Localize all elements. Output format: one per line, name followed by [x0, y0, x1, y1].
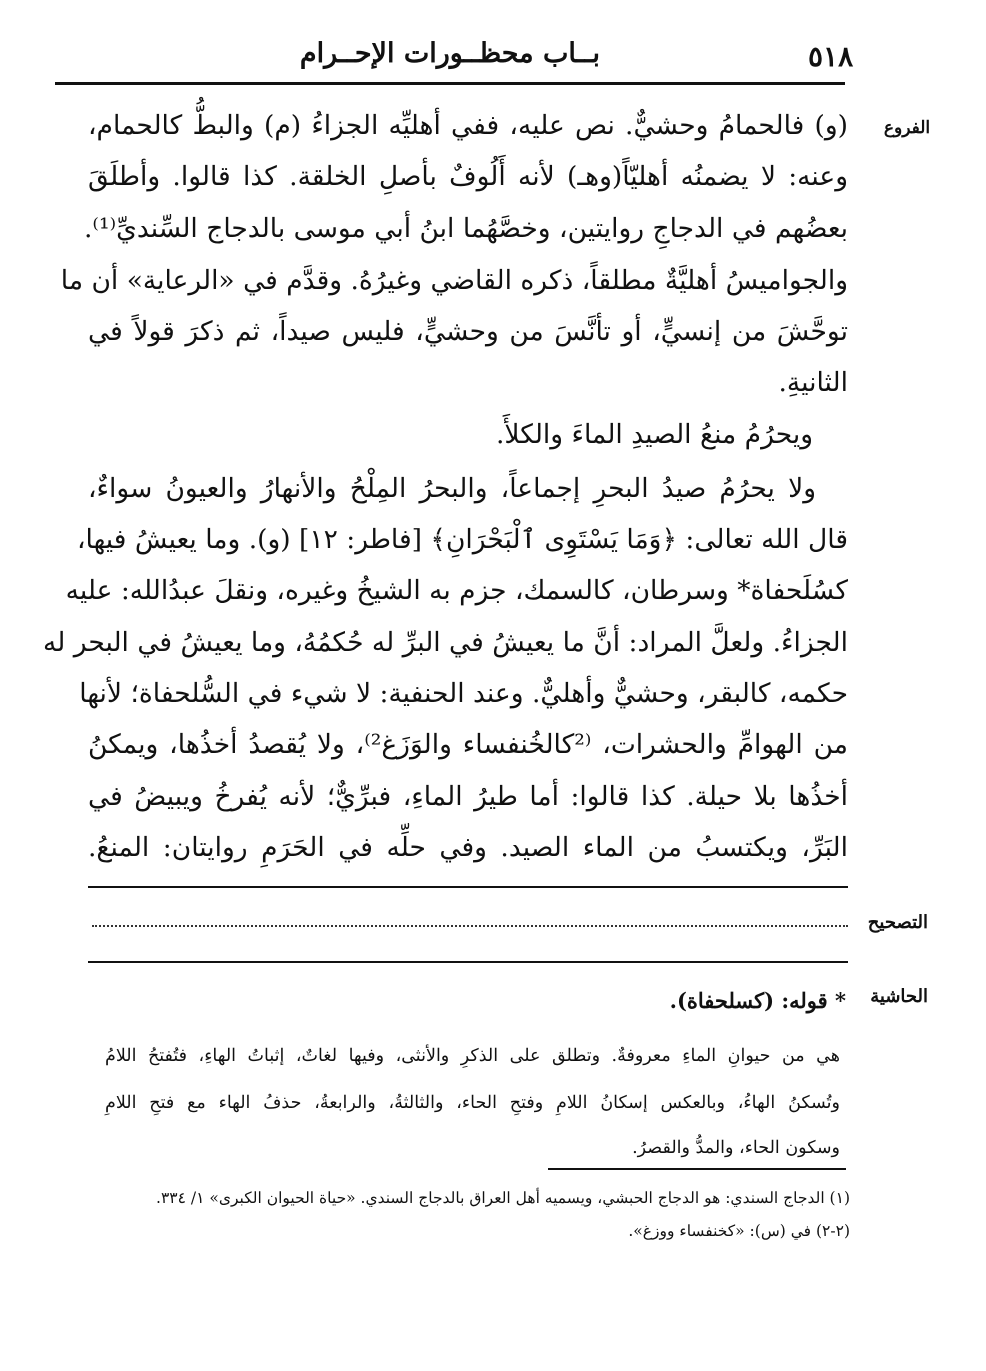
- text-line: توحَّشَ من إنسيٍّ، أو تأنَّسَ من وحشيٍّ، فليس صيداً، ثم ذكرَ قولاً في: [88, 316, 848, 347]
- section-rule: [88, 886, 848, 888]
- text-line: حكمه، كالبقر، وحشيٌّ وأهليٌّ. وعند الحنفية: لا شيء في السُّلحفاة؛ لأنها: [79, 678, 848, 709]
- hashiya-line: وتُسكنُ الهاءُ، وبالعكس إسكانُ اللامِ وفتحِ الحاء، والثالثةُ، والرابعةُ، حذفُ الهاء مع فتحِ اللامِ: [105, 1093, 840, 1113]
- text-line: وعنه: لا يضمنُه أهليّاً(وهـ) لأنه أَلُوفٌ بأصلِ الخلقة. كذا قالوا. وأطلَقَ: [88, 161, 848, 192]
- margin-label-tashih: التصحيح: [867, 912, 928, 933]
- footnote-2: (٢-٢) في (س): «كخنفساء ووزغ».: [628, 1222, 850, 1240]
- text-line: كسُلَحفاة* وسرطان، كالسمك، جزم به الشيخُ وغيره، ونقلَ عبدُالله: عليه: [65, 575, 848, 606]
- text-line: (و) فالحمامُ وحشيٌّ. نص عليه، ففي أهليِّه الجزاءُ (م) والبطُّ كالحمام،: [88, 110, 848, 141]
- text-line: البَرِّ، ويكتسبُ من الماء الصيد. وفي حلِّه في الحَرَمِ روايتان: المنعُ.: [88, 832, 848, 863]
- chapter-title: بــاب محظــورات الإحــرام: [299, 38, 600, 69]
- page-number: ٥١٨: [808, 40, 854, 73]
- footnote-rule: [548, 1168, 846, 1170]
- text-line: ويحرُمُ منعُ الصيدِ الماءَ والكلأَ.: [495, 419, 813, 450]
- hashiya-line: هي من حيوانِ الماءِ معروفةٌ. وتطلق على الذكرِ والأنثى، وفيها لغاتٌ، إثباتُ الهاءِ، فتُفتحُ اللامُ: [105, 1046, 840, 1066]
- section-rule: [88, 961, 848, 963]
- hashiya-line: وسكون الحاء، والمدُّ والقصرُ.: [632, 1138, 840, 1158]
- text-line: بعضُهم في الدجاجِ روايتين، وخصَّهُما ابنُ أبي موسى بالدجاج السِّنديِّ⁽¹⁾.: [84, 213, 848, 244]
- hashiya-title: * قوله: (كسلحفاة).: [669, 988, 846, 1013]
- text-line: والجواميسُ أهليَّةٌ مطلقاً، ذكره القاضي وغيرُهُ. وقدَّم في «الرعاية» أن ما: [60, 265, 848, 296]
- header-rule: [55, 82, 845, 85]
- text-line: ولا يحرُمُ صيدُ البحرِ إجماعاً، والبحرُ المِلْحُ والأنهارُ والعيونُ سواءٌ،: [88, 473, 816, 504]
- footnote-1: (١) الدجاج السندي: هو الدجاج الحبشي، ويسميه أهل العراق بالدجاج السندي. «حياة الحيوان الكبرى» ١/ ٣٣٤.: [156, 1189, 850, 1207]
- text-line: قال الله تعالى: ﴿وَمَا يَسْتَوِى ٱلْبَحْرَانِ﴾ [فاطر: ١٢] (و). وما يعيشُ فيها،: [76, 524, 848, 555]
- margin-label-hashiya: الحاشية: [870, 986, 928, 1007]
- margin-label-furu: الفروع: [883, 118, 931, 138]
- text-line: الجزاءُ. ولعلَّ المراد: أنَّ ما يعيشُ في البرِّ له حُكمُهُ، وما يعيشُ في البحر له: [43, 627, 848, 658]
- text-line: الثانيةِ.: [778, 367, 848, 398]
- tashih-dotted-line: [92, 925, 848, 927]
- text-line: من الهوامِّ والحشرات، ⁽²كالخُنفساء والوَزَغ²⁾، ولا يُقصدُ أخذُها، ويمكنُ: [88, 729, 848, 760]
- text-line: أخذُها بلا حيلة. كذا قالوا: أما طيرُ الماءِ، فبرِّيٌّ؛ لأنه يُفرخُ ويبيضُ في: [88, 781, 848, 812]
